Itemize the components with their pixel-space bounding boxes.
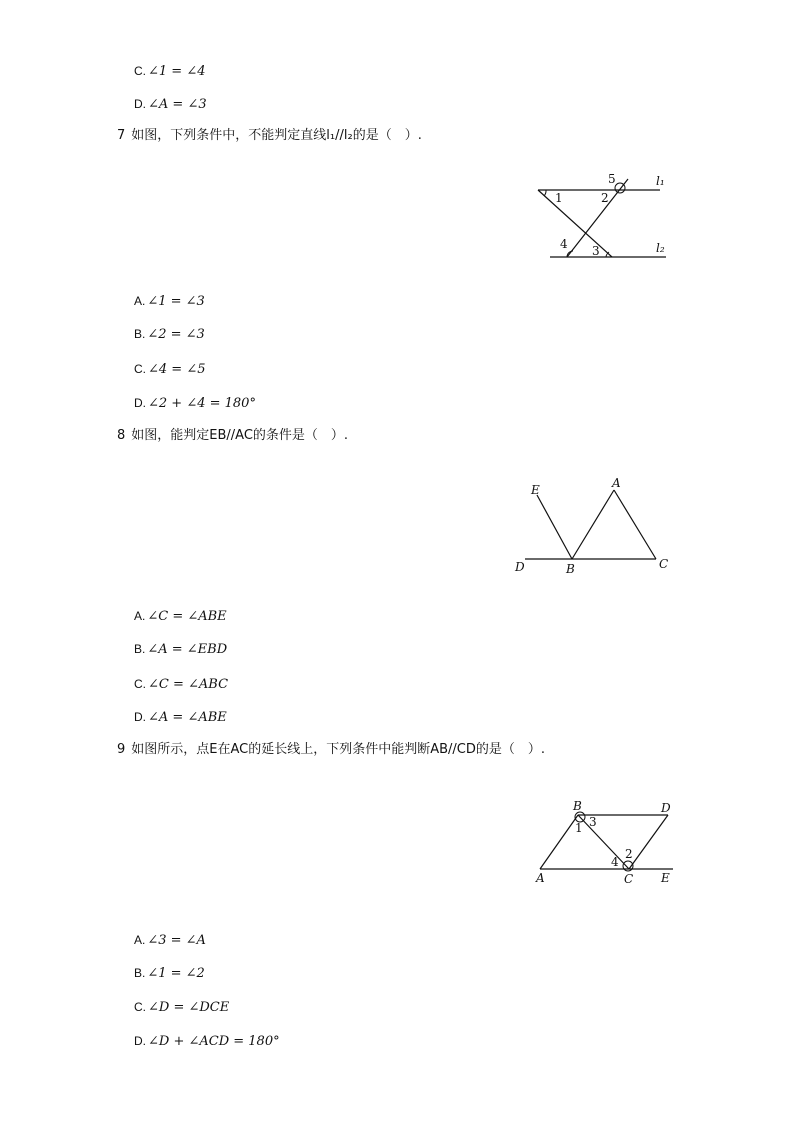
q7-option-b[interactable] [134,325,205,344]
question-text: 如图，能判定EB//AC的条件是（ ）. [131,428,349,443]
option-text: ∠D = ∠DCE [148,1000,230,1015]
option-text: ∠1 = ∠3 [147,294,205,309]
option-text: ∠A = ∠3 [148,97,207,112]
option-label: A. [134,933,146,947]
question-number: 7 [117,128,126,143]
option-label: D. [134,97,146,111]
option-label: D. [134,1034,146,1048]
figure-q8 [510,475,675,580]
angle-3-label: 3 [592,244,600,258]
option-text: ∠3 = ∠A [147,933,206,948]
question-text: 如图所示，点E在AC的延长线上，下列条件中能判断AB//CD的是（ ）. [131,742,546,757]
option-text: ∠1 = ∠2 [147,966,205,981]
point-e-label: E [661,871,670,885]
q7-option-a[interactable] [134,292,205,311]
option-text: ∠D + ∠ACD = 180° [148,1034,280,1049]
option-label: A. [134,294,146,308]
q9-option-b[interactable] [134,964,205,983]
q8-option-b[interactable] [134,640,227,659]
option-label: C. [134,677,146,691]
option-label: C. [134,1000,146,1014]
option-label: B. [134,327,146,341]
option-text: ∠2 + ∠4 = 180° [148,396,256,411]
option-label: A. [134,609,146,623]
point-b-label: B [566,562,575,576]
point-e-label: E [531,483,540,497]
question-7-stem [117,127,422,145]
figure-q9 [530,795,680,890]
angle-2-label: 2 [601,191,609,205]
angle-3-label: 3 [589,815,597,829]
option-c-prev[interactable] [134,62,205,81]
angle-4-label: 4 [611,855,619,869]
angle-4-label: 4 [560,237,568,251]
option-label: C. [134,362,146,376]
option-d-prev[interactable] [134,95,207,114]
option-label: D. [134,396,146,410]
angle-1-label: 1 [575,821,583,835]
figure-q7 [530,168,680,268]
q9-option-a[interactable] [134,931,206,950]
option-text: ∠2 = ∠3 [147,327,205,342]
point-c-label: C [659,557,669,571]
line-l2-label: l₂ [656,241,665,255]
q9-option-c[interactable] [134,998,229,1017]
question-9-stem [117,741,545,759]
option-text: ∠C = ∠ABC [148,677,229,692]
q7-option-d[interactable] [134,394,256,413]
option-text: ∠A = ∠ABE [148,710,227,725]
option-label: D. [134,710,146,724]
option-text: ∠4 = ∠5 [148,362,206,377]
option-label: B. [134,966,146,980]
point-b-label: B [573,799,582,813]
question-number: 9 [117,742,126,757]
point-d-label: D [661,801,671,815]
q8-option-a[interactable] [134,607,227,626]
q8-option-c[interactable] [134,675,228,694]
question-8-stem [117,427,348,445]
option-label: B. [134,642,146,656]
point-a-label: A [612,476,621,490]
point-c-label: C [624,872,634,886]
angle-5-label: 5 [608,172,616,186]
question-text: 如图，下列条件中，不能判定直线l₁//l₂的是（ ）. [131,128,422,143]
angle-1-label: 1 [555,191,563,205]
option-text: ∠C = ∠ABE [147,609,227,624]
point-a-label: A [536,871,545,885]
angle-2-label: 2 [625,847,633,861]
q8-option-d[interactable] [134,708,227,727]
point-d-label: D [515,560,525,574]
option-text: ∠1 = ∠4 [148,64,206,79]
line-l1-label: l₁ [656,174,665,188]
q7-option-c[interactable] [134,360,205,379]
option-label: C. [134,64,146,78]
question-number: 8 [117,428,126,443]
option-text: ∠A = ∠EBD [147,642,228,657]
q9-option-d[interactable] [134,1032,280,1051]
